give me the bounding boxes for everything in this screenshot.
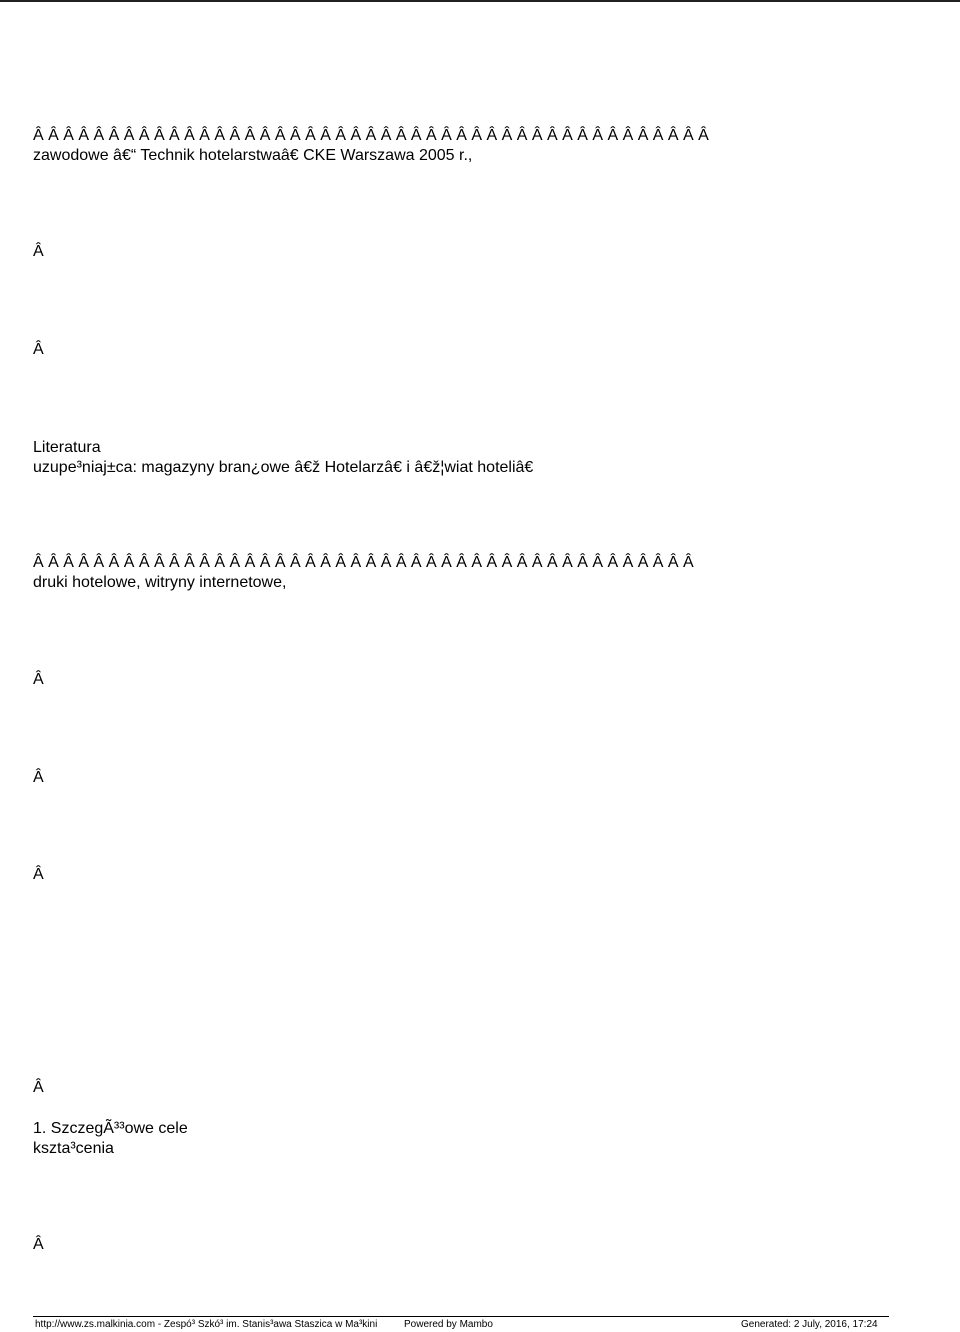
text-line: uzupe³niaj±ca: magazyny bran¿owe â€ž Hotelarzâ€ i â€ž¦wiat hoteliâ€ xyxy=(33,459,534,476)
text-line: Â xyxy=(33,866,44,883)
text-line: Â xyxy=(33,769,44,786)
text-line: Â Â Â Â Â Â Â Â Â Â Â Â Â Â Â Â Â Â Â Â Â Â Â Â Â Â Â Â Â Â Â Â Â Â Â Â Â Â Â Â Â Â Â Â xyxy=(33,554,694,571)
text-line: druki hotelowe, witryny internetowe, xyxy=(33,574,287,591)
footer-generated: Generated: 2 July, 2016, 17:24 xyxy=(741,1319,878,1330)
footer-divider xyxy=(33,1316,889,1317)
text-line: Â xyxy=(33,1079,44,1096)
text-line: Â xyxy=(33,1236,44,1253)
text-line: Â xyxy=(33,341,44,358)
text-line: Â xyxy=(33,243,44,260)
text-line: Â xyxy=(33,671,44,688)
section-heading: Literatura xyxy=(33,439,101,456)
top-border xyxy=(0,0,960,2)
numbered-heading: 1. SzczegÃ³³owe cele xyxy=(33,1120,188,1137)
footer-url: http://www.zs.malkinia.com - Zespó³ Szkó³ im. Stanis³awa Staszica w Ma³kini xyxy=(35,1319,378,1330)
footer-powered-by: Powered by Mambo xyxy=(404,1319,493,1330)
text-line: kszta³cenia xyxy=(33,1140,114,1157)
text-line: zawodowe â€“ Technik hotelarstwaâ€ CKE Warszawa 2005 r., xyxy=(33,147,473,164)
text-line: Â Â Â Â Â Â Â Â Â Â Â Â Â Â Â Â Â Â Â Â Â Â Â Â Â Â Â Â Â Â Â Â Â Â Â Â Â Â Â Â Â Â Â Â Â xyxy=(33,127,709,144)
